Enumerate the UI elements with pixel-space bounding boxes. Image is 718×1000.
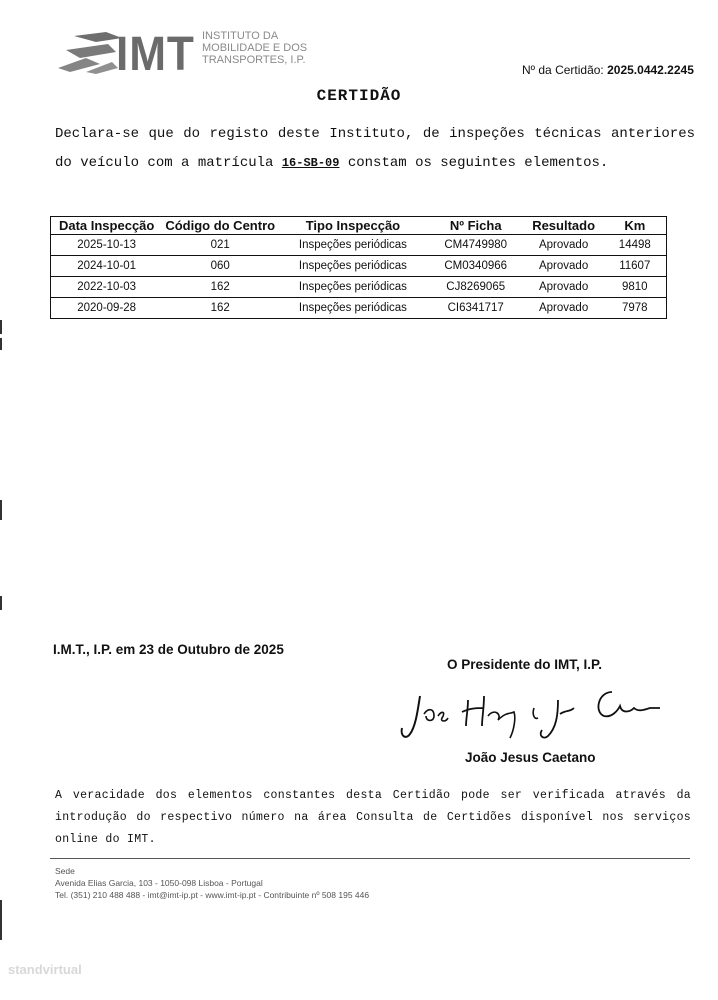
logo-subtitle-line: TRANSPORTES, I.P. <box>202 54 306 66</box>
document-title: CERTIDÃO <box>316 87 402 105</box>
table-row <box>51 256 667 277</box>
table-cell: CJ8269065 <box>428 277 524 298</box>
table-cell: 162 <box>162 277 278 298</box>
table-cell: 9810 <box>604 277 667 298</box>
logo-wordmark: IMT <box>116 28 195 81</box>
license-plate: 16-SB-09 <box>281 156 340 170</box>
table-row <box>51 235 667 256</box>
certificate-number <box>522 63 694 77</box>
place-date: I.M.T., I.P. em 23 de Outubro de 2025 <box>53 642 284 657</box>
declaration-end: constam os seguintes elementos. <box>339 155 609 171</box>
table-cell: 162 <box>162 298 278 319</box>
footer <box>55 865 369 901</box>
logo-subtitle-line: INSTITUTO DA <box>202 30 279 42</box>
declaration-intro: Declara-se que do registo deste Instituto, de inspeções técnicas anteriores do veículo com a matrícula <box>55 126 695 171</box>
certificate-number-label: Nº da Certidão: <box>522 63 604 77</box>
scan-edge-mark <box>0 500 2 520</box>
column-header: Resultado <box>524 217 604 235</box>
table-row <box>51 277 667 298</box>
handwritten-signature <box>398 678 668 748</box>
table-cell: Inspeções periódicas <box>278 277 428 298</box>
footer-contacts: Tel. (351) 210 488 488 - imt@imt-ip.pt - www.imt-ip.pt - Contribuinte nº 508 195 446 <box>55 890 370 900</box>
signer-name: João Jesus Caetano <box>465 750 596 765</box>
watermark: standvirtual <box>8 962 82 977</box>
logo-subtitle <box>202 30 322 66</box>
verification-note: A veracidade dos elementos constantes desta Certidão pode ser verificada através da introdução do respectivo número na área Consulta de Certidões disponível nos serviços online do IMT. <box>55 789 691 846</box>
certificate-number-value: 2025.0442.2245 <box>607 63 694 77</box>
logo-subtitle-line: MOBILIDADE E DOS <box>202 42 308 54</box>
table-cell: Aprovado <box>524 235 604 256</box>
table-row <box>51 298 667 319</box>
table-cell: Inspeções periódicas <box>278 235 428 256</box>
table-cell: CM0340966 <box>428 256 524 277</box>
table-cell: 2024-10-01 <box>51 256 163 277</box>
table-cell: Inspeções periódicas <box>278 256 428 277</box>
table-cell: CI6341717 <box>428 298 524 319</box>
table-cell: 14498 <box>604 235 667 256</box>
scan-edge-mark <box>0 900 2 940</box>
column-header: Tipo Inspecção <box>278 217 428 235</box>
table-header-row <box>51 217 667 235</box>
table-cell: Aprovado <box>524 298 604 319</box>
table-cell: 2025-10-13 <box>51 235 163 256</box>
declaration-text <box>55 120 695 178</box>
table-cell: 021 <box>162 235 278 256</box>
table-cell: Aprovado <box>524 256 604 277</box>
table-cell: 060 <box>162 256 278 277</box>
footer-divider <box>50 858 690 859</box>
column-header: Código do Centro <box>162 217 278 235</box>
column-header: Km <box>604 217 667 235</box>
president-title: O Presidente do IMT, I.P. <box>447 657 603 672</box>
inspection-table <box>50 216 667 319</box>
table-cell: 7978 <box>604 298 667 319</box>
footer-label: Sede <box>55 866 75 876</box>
scan-edge-mark <box>0 596 2 610</box>
column-header: Nº Ficha <box>428 217 524 235</box>
table-cell: Aprovado <box>524 277 604 298</box>
footer-address: Avenida Elias Garcia, 103 - 1050-098 Lisboa - Portugal <box>55 878 263 888</box>
table-cell: 2020-09-28 <box>51 298 163 319</box>
column-header: Data Inspecção <box>51 217 163 235</box>
scan-edge-mark <box>0 320 2 334</box>
scan-edge-mark <box>0 338 2 350</box>
table-cell: 2022-10-03 <box>51 277 163 298</box>
table-cell: 11607 <box>604 256 667 277</box>
table-cell: CM4749980 <box>428 235 524 256</box>
table-cell: Inspeções periódicas <box>278 298 428 319</box>
